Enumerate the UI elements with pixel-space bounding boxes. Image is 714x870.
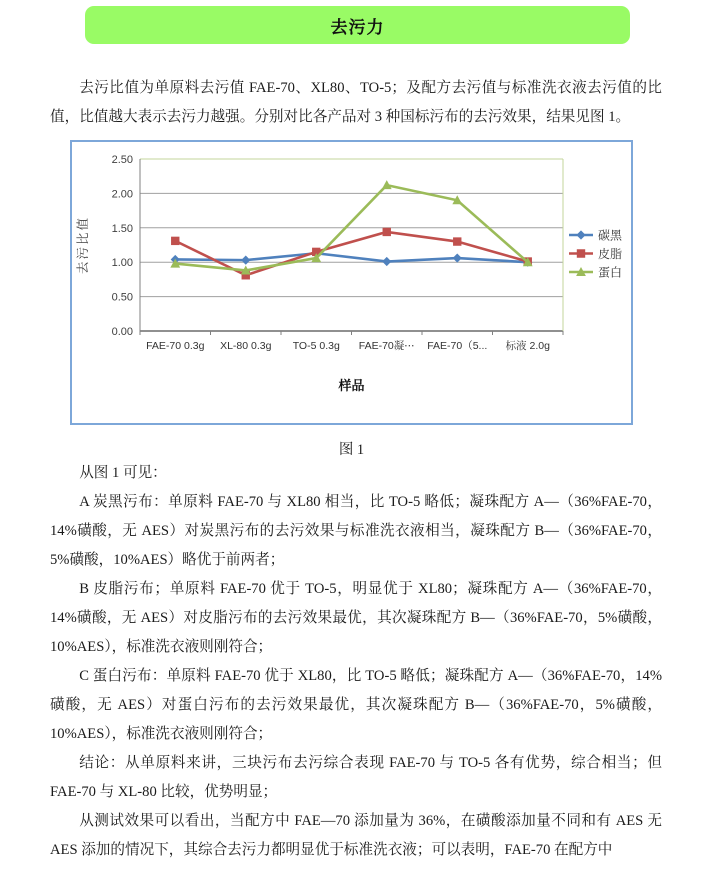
legend-label: 碳黑 — [598, 228, 623, 243]
body-paragraphs — [50, 459, 662, 865]
x-category-label: FAE-70（5... — [427, 340, 488, 352]
y-axis-title: 去污比值 — [76, 215, 90, 275]
y-tick-label: 0.00 — [111, 326, 133, 338]
series-line-diamond — [175, 253, 528, 262]
marker-diamond — [241, 256, 250, 265]
legend-label: 蛋白 — [598, 265, 623, 280]
marker-diamond — [576, 230, 585, 239]
figure-chart — [70, 140, 633, 425]
marker-square — [171, 237, 179, 245]
x-category-label: 标液 2.0g — [505, 340, 550, 352]
chart-canvas — [72, 142, 631, 423]
y-tick-label: 0.50 — [111, 291, 133, 304]
marker-square — [453, 237, 461, 245]
paragraph: A 炭黑污布：单原料 FAE-70 与 XL80 相当，比 TO-5 略低；凝珠配方 A—（36%FAE-70，14%磺酸，无 AES）对炭黑污布的去污效果与标准洗衣液相当，凝珠配方 B—（36%FAE-70，5%磺酸，10%AES）略优于前两者； — [50, 494, 662, 568]
y-tick-label: 2.50 — [111, 154, 133, 166]
paragraph: C 蛋白污布：单原料 FAE-70 优于 XL80，比 TO-5 略低；凝珠配方 A—（36%FAE-70，14%磺酸，无 AES）对蛋白污布的去污效果最优，其次凝珠配方 B—（36%FAE-70，5%磺酸，10%AES），标准洗衣液则刚符合； — [50, 668, 662, 742]
marker-square — [577, 249, 585, 257]
section-title-banner — [85, 6, 630, 44]
marker-square — [383, 228, 391, 236]
marker-diamond — [453, 253, 462, 262]
x-category-label: XL-80 0.3g — [220, 340, 272, 352]
paragraph: B 皮脂污布；单原料 FAE-70 优于 TO-5，明显优于 XL80；凝珠配方 A—（36%FAE-70，14%磺酸，无 AES）对皮脂污布的去污效果最优，其次凝珠配方 B—（36%FAE-70，5%磺酸，10%AES），标准洗衣液则刚符合； — [50, 581, 662, 655]
intro-paragraph: 去污比值为单原料去污值 FAE-70、XL80、TO-5；及配方去污值与标准洗衣液去污值的比值，比值越大表示去污力越强。分别对比各产品对 3 种国标污布的去污效果，结果见图 1。 — [50, 80, 662, 125]
x-category-label: FAE-70凝⋯ — [358, 340, 415, 352]
x-axis-title: 样品 — [338, 378, 365, 393]
y-tick-label: 2.00 — [111, 188, 133, 201]
legend-label: 皮脂 — [598, 247, 623, 261]
x-category-label: FAE-70 0.3g — [146, 340, 205, 352]
figure-caption: 图 1 — [338, 442, 365, 458]
y-tick-label: 1.00 — [111, 257, 133, 270]
paragraph: 从图 1 可见： — [79, 465, 167, 481]
paragraph: 结论：从单原料来讲，三块污布去污综合表现 FAE-70 与 TO-5 各有优势，综合相当；但 FAE-70 与 XL-80 比较，优势明显； — [50, 755, 662, 800]
marker-diamond — [382, 257, 391, 266]
section-title: 去污力 — [330, 17, 385, 37]
paragraph: 从测试效果可以看出，当配方中 FAE—70 添加量为 36%，在磺酸添加量不同和有 AES 无 AES 添加的情况下，其综合去污力都明显优于标准洗衣液；可以表明，FAE-70 在配方中 — [50, 813, 662, 858]
y-tick-label: 1.50 — [111, 222, 133, 235]
x-category-label: TO-5 0.3g — [292, 340, 340, 352]
